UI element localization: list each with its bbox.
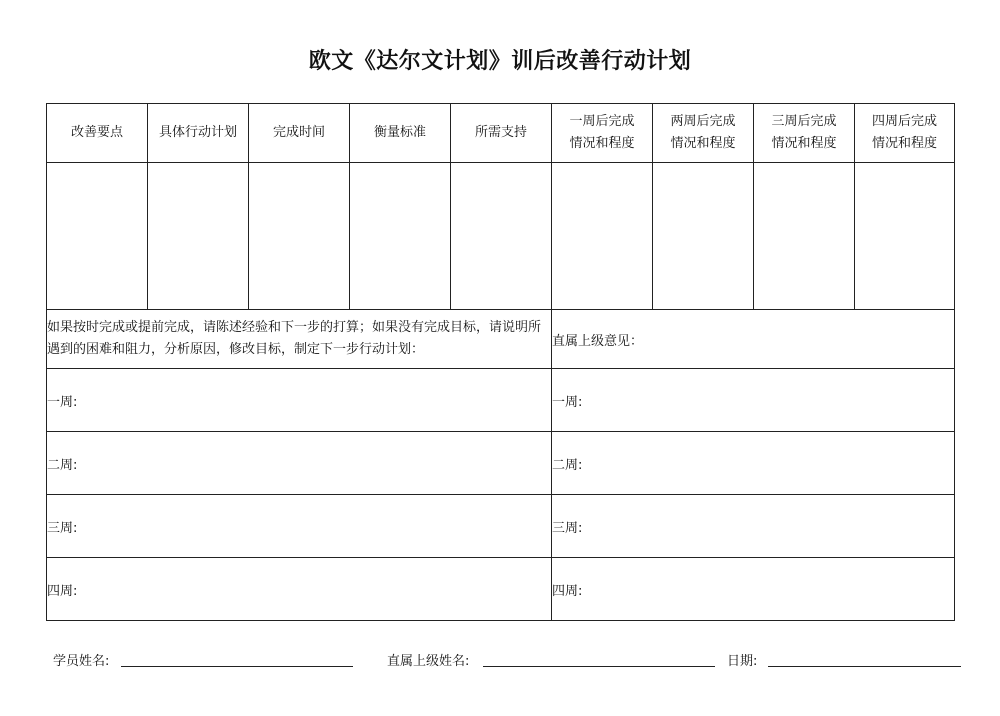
header-week4-line2: 情况和程度 [871,136,937,151]
supervisor-opinion-label: 直属上级意见： [552,310,955,369]
student-name-label: 学员姓名: [53,654,110,669]
header-week4-line1: 四周后完成 [871,114,937,129]
date-line[interactable] [768,666,961,667]
action-plan-table [46,103,955,621]
date-label: 日期: [727,654,758,669]
supervisor-name-line[interactable] [483,666,715,667]
reflection-week4[interactable]: 四周: [47,558,552,621]
cell-week1-status[interactable] [552,163,653,310]
header-week1-line2: 情况和程度 [569,136,635,151]
cell-measure-standard[interactable] [350,163,451,310]
reflection-week1[interactable]: 一周: [47,369,552,432]
week-row [47,432,955,495]
cell-completion-time[interactable] [249,163,350,310]
supervisor-week4[interactable]: 四周: [552,558,955,621]
week-row [47,369,955,432]
week-row [47,558,955,621]
header-week3-line2: 情况和程度 [771,136,837,151]
cell-improvement-points[interactable] [47,163,148,310]
cell-action-plan[interactable] [148,163,249,310]
header-week2-status [653,104,754,163]
entry-row [47,163,955,310]
cell-week4-status[interactable] [855,163,955,310]
cell-week3-status[interactable] [754,163,855,310]
header-completion-time: 完成时间 [249,104,350,163]
student-name-line[interactable] [121,666,353,667]
header-support-needed: 所需支持 [451,104,552,163]
instruction-note: 如果按时完成或提前完成，请陈述经验和下一步的打算；如果没有完成目标，请说明所遇到的困难和阻力，分析原因，修改目标，制定下一步行动计划： [47,310,552,369]
header-week2-line1: 两周后完成 [670,114,736,129]
supervisor-week2[interactable]: 二周: [552,432,955,495]
supervisor-week1[interactable]: 一周: [552,369,955,432]
header-week4-status [855,104,955,163]
header-row [47,104,955,163]
header-week1-line1: 一周后完成 [569,114,635,129]
note-row [47,310,955,369]
supervisor-name-label: 直属上级姓名: [387,654,470,669]
page-title: 欧文《达尔文计划》训后改善行动计划 [308,49,692,74]
cell-support-needed[interactable] [451,163,552,310]
header-measure-standard: 衡量标准 [350,104,451,163]
header-week3-status [754,104,855,163]
week-row [47,495,955,558]
reflection-week3[interactable]: 三周: [47,495,552,558]
signature-footer [53,650,963,670]
header-week1-status [552,104,653,163]
supervisor-week3[interactable]: 三周: [552,495,955,558]
reflection-week2[interactable]: 二周: [47,432,552,495]
header-week3-line1: 三周后完成 [771,114,837,129]
header-improvement-points: 改善要点 [47,104,148,163]
header-week2-line2: 情况和程度 [670,136,736,151]
header-action-plan: 具体行动计划 [148,104,249,163]
cell-week2-status[interactable] [653,163,754,310]
